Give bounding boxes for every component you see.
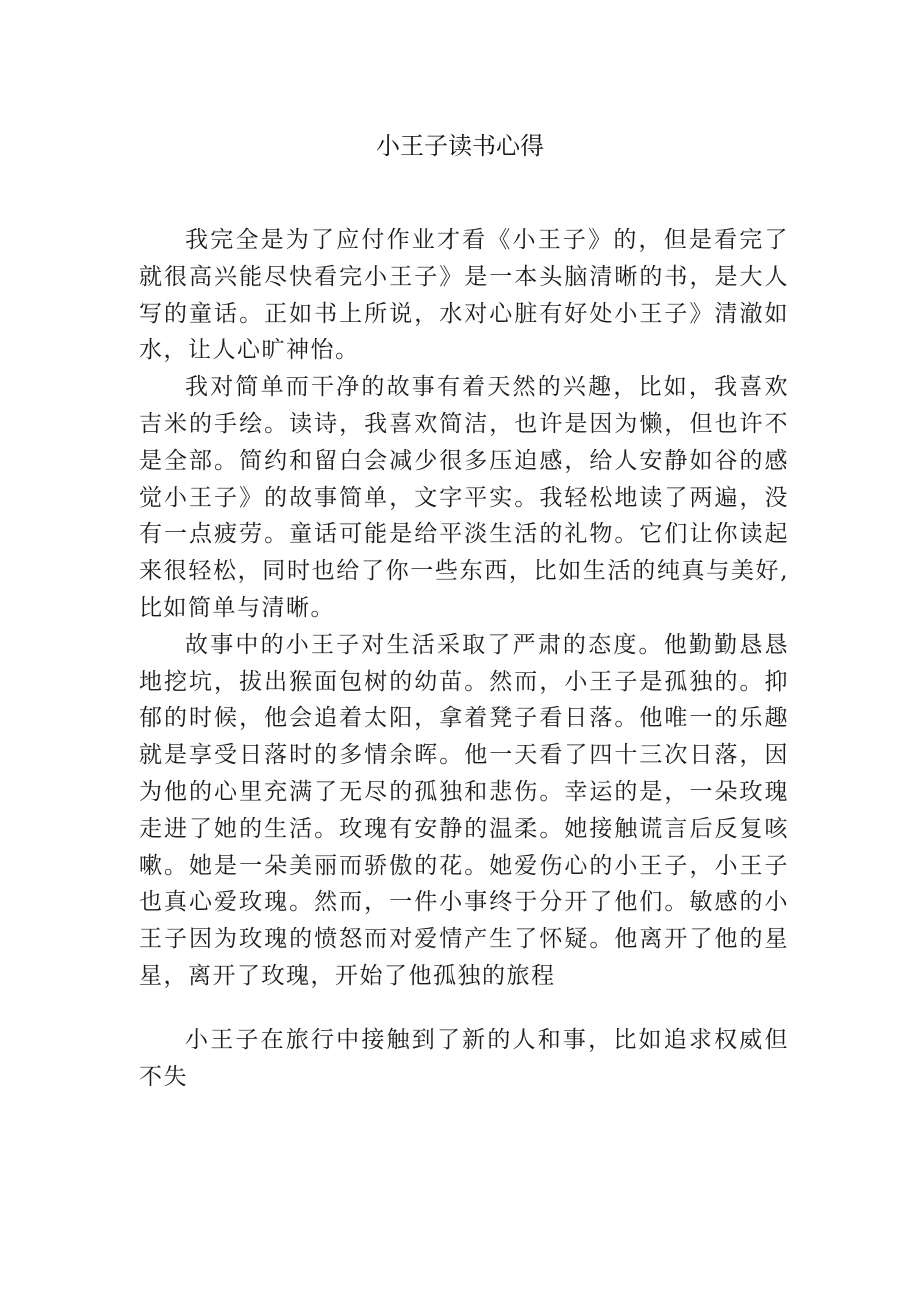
paragraph-2: 我对简单而干净的故事有着天然的兴趣，比如，我喜欢吉米的手绘。读诗，我喜欢简洁，也许是因为懒，但也许不是全部。简约和留白会减少很多压迫感，给人安静如谷的感觉小王子》的故事简单，文字平实。我轻松地读了两遍，没有一点疲劳。童话可能是给平淡生活的礼物。它们让你读起来很轻松，同时也给了你一些东西，比如生活的纯真与美好,比如简单与清晰。 (139, 374, 789, 621)
document-title: 小王子读书心得 (376, 132, 544, 160)
paragraph-3: 故事中的小王子对生活采取了严肃的态度。他勤勤恳恳地挖坑，拔出猴面包树的幼苗。然而，小王子是孤独的。抑郁的时候，他会追着太阳，拿着凳子看日落。他唯一的乐趣就是享受日落时的多情余晖。他一天看了四十三次日落，因为他的心里充满了无尽的孤独和悲伤。幸运的是，一朵玫瑰走进了她的生活。玫瑰有安静的温柔。她接触谎言后反复咳嗽。她是一朵美丽而骄傲的花。她爱伤心的小王子，小王子也真心爱玫瑰。然而，一件小事终于分开了他们。敏感的小王子因为玫瑰的愤怒而对爱情产生了怀疑。他离开了他的星星，离开了玫瑰，开始了他孤独的旅程 (139, 631, 789, 989)
paragraph-4: 小王子在旅行中接触到了新的人和事，比如追求权威但不失 (139, 1026, 789, 1090)
paragraph-1: 我完全是为了应付作业才看《小王子》的，但是看完了就很高兴能尽快看完小王子》是一本头脑清晰的书，是大人写的童话。正如书上所说，水对心脏有好处小王子》清澈如水，让人心旷神怡。 (139, 227, 789, 364)
document-body (139, 222, 789, 1095)
